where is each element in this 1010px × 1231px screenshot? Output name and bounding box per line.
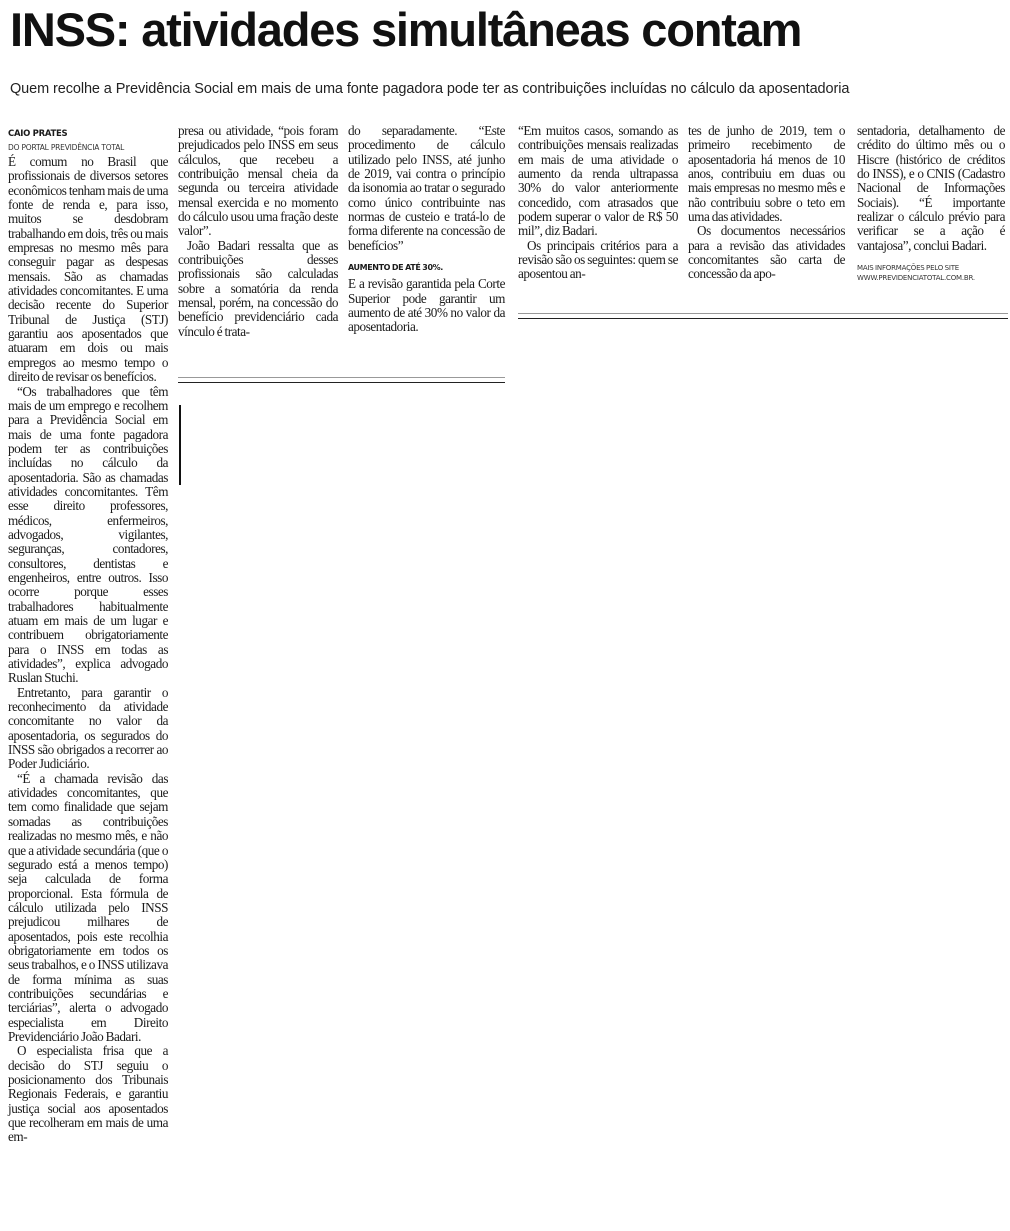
source-url: WWW.PREVIDENCIATOTAL.COM.BR. <box>857 274 975 283</box>
paragraph: sentadoria, detalhamento de crédito do último mês ou o Hiscre (histórico de créditos do INSS), e o CNIS (Cadastro Nacional de Informações Sociais). “É importante realizar o cálculo prévio para verificar se a ação é vantajosa”, conclui Badari. <box>857 123 1005 253</box>
paragraph: Os principais critérios para a revisão são os seguintes: quem se aposentou an- <box>518 237 678 282</box>
section-subtitle: AUMENTO DE ATÉ 30%. <box>348 263 443 273</box>
paragraph: “É a chamada revisão das atividades concomitantes, que tem como finalidade que sejam somadas as contribuições realizadas no mesmo mês, e não que a atividade secundária (que o segurado está a menos tempo) seja calculada de forma proporcional. Esta fórmula de cálculo utilizada pelo INSS prejudicou milhares de aposentados, pois este recolhia obrigatoriamente em todos os seus trabalhos, e o INSS utilizava de forma mínima as suas contribuições secundárias e terciárias”, alerta o advogado especialista em Direito Previdenciário João Badari. <box>8 770 168 1044</box>
paragraph: É comum no Brasil que profissionais de diversos setores econômicos tenham mais de uma fonte de renda e, para isso, muitos se desdobram trabalhando em dois, três ou mais empresas no mesmo mês para conseguir pagar as despesas mensais. São as chamadas atividades concomitantes. E uma decisão recente do Superior Tribunal de Justiça (STJ) garantiu aos aposentados que atuaram em dois ou mais empregos ao mesmo tempo o direito de revisar os benefícios. <box>8 154 168 385</box>
vertical-rule <box>179 405 181 485</box>
paragraph: O especialista frisa que a decisão do STJ seguiu o posicionamento dos Tribunais Regionais Federais, e garantiu justiça social aos aposentados que recolheram em mais de uma em- <box>8 1043 168 1145</box>
paragraph: Entretanto, para garantir o reconhecimento da atividade concomitante no valor da aposentadoria, os segurados do INSS são obrigados a recorrer ao Poder Judiciário. <box>8 684 168 772</box>
paragraph: João Badari ressalta que as contribuições desses profissionais são calculadas sobre a somatória da renda mensal, porém, na concessão do benefício previdenciário cada vínculo é trata- <box>178 237 338 339</box>
divider <box>178 377 505 378</box>
source-note <box>857 263 1005 283</box>
subheadline: Quem recolhe a Previdência Social em mais de uma fonte pagadora pode ter as contribuições incluídas no cálculo da aposentadoria <box>10 81 850 97</box>
paragraph: “Os trabalhadores que têm mais de um emprego e recolhem para a Previdência Social em mais de uma fonte pagadora podem ter as contribuições incluídas no cálculo da aposentadoria. São as chamadas atividades concomitantes. Têm esse direito professores, médicos, enfermeiros, advogados, vigilantes, seguranças, contadores, consultores, dentistas e engenheiros, entre outros. Isso ocorre porque esses trabalhadores habitualmente atuam em mais de um lugar e contribuem obrigatoriamente para o INSS em todas as atividades”, explica advogado Ruslan Stuchi. <box>8 383 168 686</box>
divider <box>518 318 1008 319</box>
paragraph: do separadamente. “Este procedimento de cálculo utilizado pelo INSS, até junho de 2019, vai contra o princípio da isonomia ao tratar o segurado como único contribuinte nas normas de custeio e tratá-lo de forma diferente na concessão de benefícios” <box>348 123 505 253</box>
article-column-4 <box>518 124 678 282</box>
byline-author: CAIO PRATES <box>8 129 68 139</box>
article-column-2 <box>178 124 338 339</box>
paragraph: “Em muitos casos, somando as contribuições mensais realizadas em mais de uma atividade o aumento da renda ultrapassa 30% do valor anteriormente concedido, com atrasados que podem superar o valor de R$ 50 mil”, diz Badari. <box>518 123 678 239</box>
source-note-line: MAIS INFORMAÇÕES PELO SITE <box>857 264 959 273</box>
headline: INSS: atividades simultâneas contam <box>10 3 802 56</box>
article-column-3 <box>348 124 505 335</box>
article-column-1 <box>8 155 168 1145</box>
paragraph: presa ou atividade, “pois foram prejudicados pelo INSS em seus cálculos, que recebeu a contribuição mensal cheia da segunda ou terceira atividade mensal exercida e no momento do cálculo usou uma fração deste valor”. <box>178 123 338 239</box>
divider <box>518 313 1008 314</box>
article-column-5 <box>688 124 845 282</box>
article-column-6 <box>857 124 1005 283</box>
byline-affiliation: DO PORTAL PREVIDÊNCIA TOTAL <box>8 143 125 152</box>
divider <box>178 382 505 383</box>
paragraph: Os documentos necessários para a revisão das atividades concomitantes são carta de concessão da apo- <box>688 223 845 282</box>
paragraph: tes de junho de 2019, tem o primeiro recebimento de aposentadoria há menos de 10 anos, contribuiu em duas ou mais empresas no mesmo mês e não contribuiu sobre o teto em uma das atividades. <box>688 123 845 225</box>
paragraph: E a revisão garantida pela Corte Superior pode garantir um aumento de até 30% no valor da aposentadoria. <box>348 276 505 335</box>
